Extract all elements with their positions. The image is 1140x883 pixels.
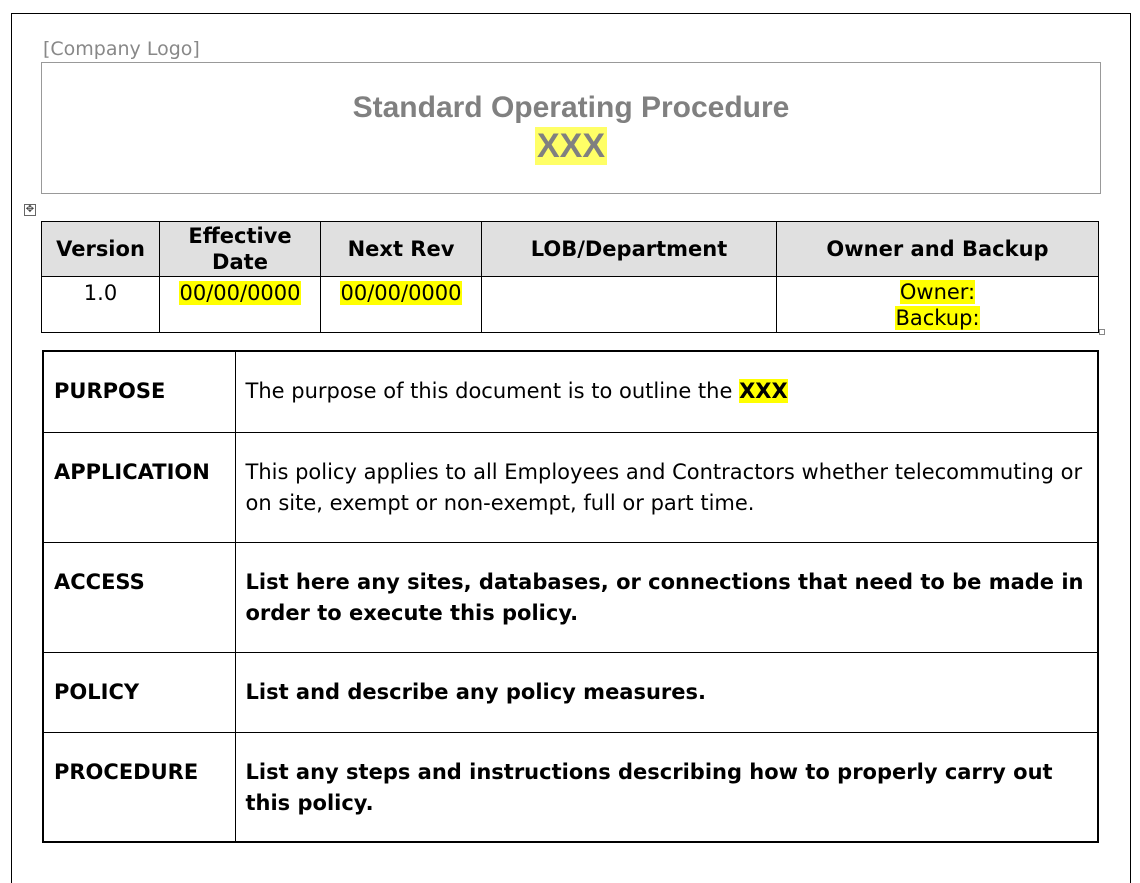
value-owner-backup-cell[interactable]	[777, 277, 1099, 333]
metadata-value-row	[42, 277, 1099, 333]
section-row-application	[43, 432, 1098, 542]
header-next-rev[interactable]: Next Rev	[321, 222, 482, 277]
sections-table	[42, 350, 1099, 843]
document-subtitle[interactable]: XXX	[536, 127, 606, 165]
section-row-procedure	[43, 732, 1098, 842]
value-backup-label: Backup:	[895, 306, 980, 330]
header-effective-date-line2: Date	[212, 250, 268, 274]
header-lob-department[interactable]: LOB/Department	[482, 222, 777, 277]
access-label[interactable]: ACCESS	[43, 542, 235, 652]
policy-text[interactable]: List and describe any policy measures.	[235, 652, 1098, 732]
value-lob-department[interactable]	[482, 277, 777, 333]
purpose-label[interactable]: PURPOSE	[43, 351, 235, 432]
procedure-text[interactable]: List any steps and instructions describing how to properly carry out this policy.	[235, 732, 1098, 842]
value-next-rev-cell[interactable]	[321, 277, 482, 333]
metadata-table	[41, 221, 1099, 333]
purpose-text: The purpose of this document is to outline the	[245, 379, 740, 403]
policy-label[interactable]: POLICY	[43, 652, 235, 732]
section-row-policy	[43, 652, 1098, 732]
document-title[interactable]: Standard Operating Procedure	[352, 91, 790, 124]
table-move-handle-icon[interactable]: ✥	[25, 204, 35, 215]
value-owner-label: Owner:	[899, 280, 976, 304]
application-label[interactable]: APPLICATION	[43, 432, 235, 542]
value-effective-date: 00/00/0000	[179, 281, 301, 305]
procedure-label[interactable]: PROCEDURE	[43, 732, 235, 842]
title-box	[41, 62, 1101, 194]
purpose-text-cell[interactable]	[235, 351, 1098, 432]
purpose-highlight: XXX	[739, 379, 788, 403]
table-resize-handle-icon[interactable]	[1099, 329, 1105, 335]
value-version[interactable]: 1.0	[42, 277, 160, 333]
header-version[interactable]: Version	[42, 222, 160, 277]
value-next-rev: 00/00/0000	[340, 281, 462, 305]
header-effective-date[interactable]	[160, 222, 321, 277]
application-text[interactable]: This policy applies to all Employees and Contractors whether telecommuting or on site, exempt or non-exempt, full or part time.	[235, 432, 1098, 542]
value-effective-date-cell[interactable]	[160, 277, 321, 333]
metadata-header-row	[42, 222, 1099, 277]
section-row-purpose	[43, 351, 1098, 432]
company-logo-placeholder[interactable]: [Company Logo]	[43, 38, 200, 60]
header-owner-backup[interactable]: Owner and Backup	[777, 222, 1099, 277]
document-subtitle-wrapper	[42, 127, 1100, 166]
access-text[interactable]: List here any sites, databases, or connections that need to be made in order to execute this policy.	[235, 542, 1098, 652]
header-effective-date-line1: Effective	[188, 224, 292, 248]
section-row-access	[43, 542, 1098, 652]
